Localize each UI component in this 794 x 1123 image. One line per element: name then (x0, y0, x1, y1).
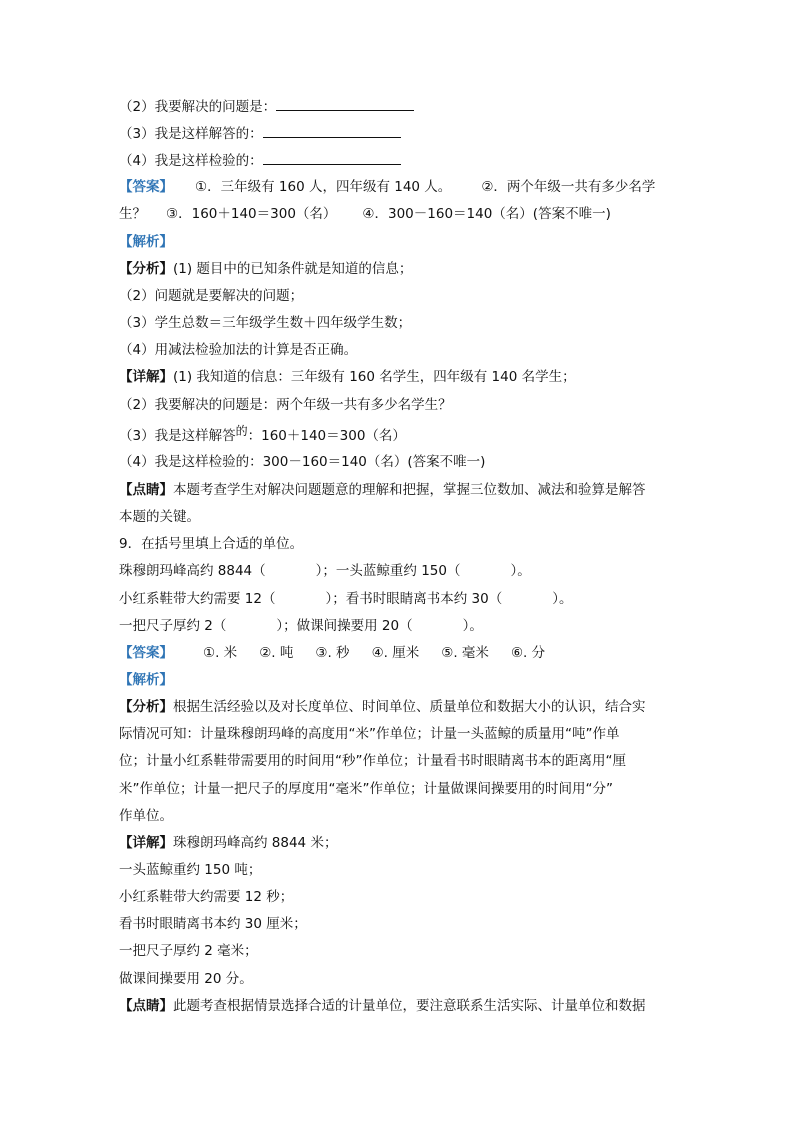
q9-answer-5: ⑤. 毫米 (441, 645, 489, 661)
q9-title: 9．在括号里填上合适的单位。 (119, 536, 304, 552)
q8-fenxi-line-3 (119, 314, 411, 332)
q9-xiangjie-1: 珠穆朗玛峰高约 8844 米； (173, 835, 338, 851)
q8-fenxi-line-4 (119, 341, 357, 359)
q8-answer-2b: 生？ (119, 206, 146, 222)
q9-fenxi-3: 位；计量小红系鞋带需要用的时间用“秒”作单位；计量看书时眼睛离书本的距离用“厘 (119, 753, 626, 769)
q9-dianjing-line-1 (119, 997, 646, 1015)
q9-answer-tag: 【答案】 (119, 645, 173, 661)
q9-fenxi-2: 际情况可知：计量珠穆朗玛峰的高度用“米”作单位；计量一头蓝鲸的质量用“吨”作单 (119, 726, 620, 742)
q9-xiangjie-line-3 (119, 888, 293, 906)
q8-dianjing-tag: 【点睛】 (119, 482, 173, 498)
q8-fenxi-1: (1) 题目中的已知条件就是知道的信息； (173, 261, 413, 277)
q8-xiangjie-3b: 的 (235, 424, 248, 438)
q8-analysis-tag: 【解析】 (119, 234, 173, 250)
q9-xiangjie-line-5 (119, 942, 258, 960)
q8-answer-line-2 (119, 205, 611, 223)
q9-answer-line (119, 644, 545, 662)
q8-fenxi-tag: 【分析】 (119, 261, 173, 277)
q8-answer-4: ④．300－160＝140（名）(答案不唯一) (362, 206, 611, 222)
q9-row3-part-c: ）。 (462, 618, 483, 634)
q9-xiangjie-3: 小红系鞋带大约需要 12 秒； (119, 889, 294, 905)
q9-fenxi-line-5 (119, 807, 173, 825)
q9-xiangjie-line-6 (119, 970, 253, 988)
q8-xiangjie-4: （4）我是这样检验的：300－160＝140（名）(答案不唯一) (119, 454, 486, 470)
q9-answer-4: ④. 厘米 (371, 645, 420, 661)
q8-xiangjie-2: （2）我要解决的问题是：两个年级一共有多少名学生？ (119, 397, 452, 413)
q8-answer-line (119, 178, 655, 196)
q9-row1-part-a: 珠穆朗玛峰高约 8844（ (119, 563, 266, 579)
q9-row1-part-b: ）；一头蓝鲸重约 150（ (315, 563, 461, 579)
q9-fenxi-5: 作单位。 (119, 808, 173, 824)
q9-analysis-tag: 【解析】 (119, 672, 173, 688)
q8-sub3-blank (263, 123, 401, 138)
q9-row-3 (119, 617, 483, 635)
q8-sub3-label: （3）我是这样解答的： (119, 126, 263, 142)
q8-fenxi-3: （3）学生总数＝三年级学生数＋四年级学生数； (119, 315, 412, 331)
q9-dianjing-1: 此题考查根据情景选择合适的计量单位，要注意联系生活实际、计量单位和数据 (173, 998, 646, 1014)
q9-row3-part-b: ）；做课间操要用 20（ (276, 618, 413, 634)
q8-fenxi-line-1 (119, 260, 412, 278)
q8-xiangjie-tag: 【详解】 (119, 369, 173, 385)
q8-dianjing-1: 本题考查学生对解决问题题意的理解和把握，掌握三位数加、减法和验算是解答 (173, 482, 646, 498)
q9-row2-part-b: ）；看书时眼睛离书本约 30（ (325, 591, 503, 607)
q8-sub4-blank (263, 150, 401, 165)
q8-sub4-label: （4）我是这样检验的： (119, 153, 263, 169)
q9-row1-part-c: ）。 (510, 563, 531, 579)
q9-fenxi-1: 根据生活经验以及对长度单位、时间单位、质量单位和数据大小的认识，结合实 (173, 699, 646, 715)
q9-row2-part-c: ）。 (552, 591, 573, 607)
q8-dianjing-2: 本题的关键。 (119, 509, 200, 525)
q8-sub4-line (119, 150, 401, 170)
q9-row2-part-a: 小红系鞋带大约需要 12（ (119, 591, 276, 607)
q9-xiangjie-2: 一头蓝鲸重约 150 吨； (119, 862, 262, 878)
q8-xiangjie-line-1 (119, 368, 576, 386)
q9-row-2 (119, 590, 572, 608)
q9-answer-6: ⑥. 分 (510, 645, 546, 661)
q9-xiangjie-6: 做课间操要用 20 分。 (119, 971, 253, 987)
q9-fenxi-line-2 (119, 725, 619, 743)
q9-fenxi-tag: 【分析】 (119, 699, 173, 715)
q8-xiangjie-1: (1) 我知道的信息：三年级有 160 名学生，四年级有 140 名学生； (173, 369, 576, 385)
q8-answer-tag: 【答案】 (119, 179, 173, 195)
q8-sub2-line (119, 96, 414, 116)
q8-dianjing-line-2 (119, 508, 200, 526)
q9-analysis-tag-line (119, 671, 173, 689)
q9-row3-part-a: 一把尺子厚约 2（ (119, 618, 227, 634)
q9-xiangjie-5: 一把尺子厚约 2 毫米； (119, 943, 258, 959)
q9-answer-2: ②. 吨 (259, 645, 294, 661)
q9-row-1 (119, 562, 531, 580)
q9-xiangjie-line-4 (119, 915, 307, 933)
q8-analysis-tag-line (119, 233, 173, 251)
q8-dianjing-line-1 (119, 481, 646, 499)
q9-answer-3: ③. 秒 (315, 645, 350, 661)
q8-xiangjie-line-3 (119, 424, 406, 445)
q8-fenxi-4: （4）用减法检验加法的计算是否正确。 (119, 342, 358, 358)
q9-xiangjie-tag: 【详解】 (119, 835, 173, 851)
q9-title-line (119, 535, 303, 553)
q9-fenxi-line-4 (119, 780, 613, 798)
q9-xiangjie-4: 看书时眼睛离书本约 30 厘米； (119, 916, 307, 932)
q8-answer-1: ①．三年级有 160 人，四年级有 140 人。 (195, 179, 452, 195)
q8-xiangjie-line-4 (119, 453, 485, 471)
q8-fenxi-line-2 (119, 287, 303, 305)
q8-answer-3: ③．160＋140＝300（名） (166, 206, 337, 222)
q9-xiangjie-line-1 (119, 834, 337, 852)
q8-sub2-blank (276, 96, 414, 111)
q9-dianjing-tag: 【点睛】 (119, 998, 173, 1014)
q9-fenxi-line-3 (119, 752, 626, 770)
q8-sub2-label: （2）我要解决的问题是： (119, 99, 277, 115)
q8-fenxi-2: （2）问题就是要解决的问题； (119, 288, 304, 304)
q8-xiangjie-line-2 (119, 396, 452, 414)
q9-fenxi-4: 米”作单位；计量一把尺子的厚度用“毫米”作单位；计量做课间操要用的时间用“分” (119, 781, 613, 797)
q8-xiangjie-3a: （3）我是这样解答 (119, 428, 236, 444)
q9-xiangjie-line-2 (119, 861, 261, 879)
q9-fenxi-line-1 (119, 698, 646, 716)
q8-answer-2: ②．两个年级一共有多少名学 (481, 179, 656, 195)
q8-xiangjie-3c: ：160＋140＝300（名） (247, 428, 406, 444)
q9-answer-1: ①. 米 (203, 645, 238, 661)
q8-sub3-line (119, 123, 401, 143)
